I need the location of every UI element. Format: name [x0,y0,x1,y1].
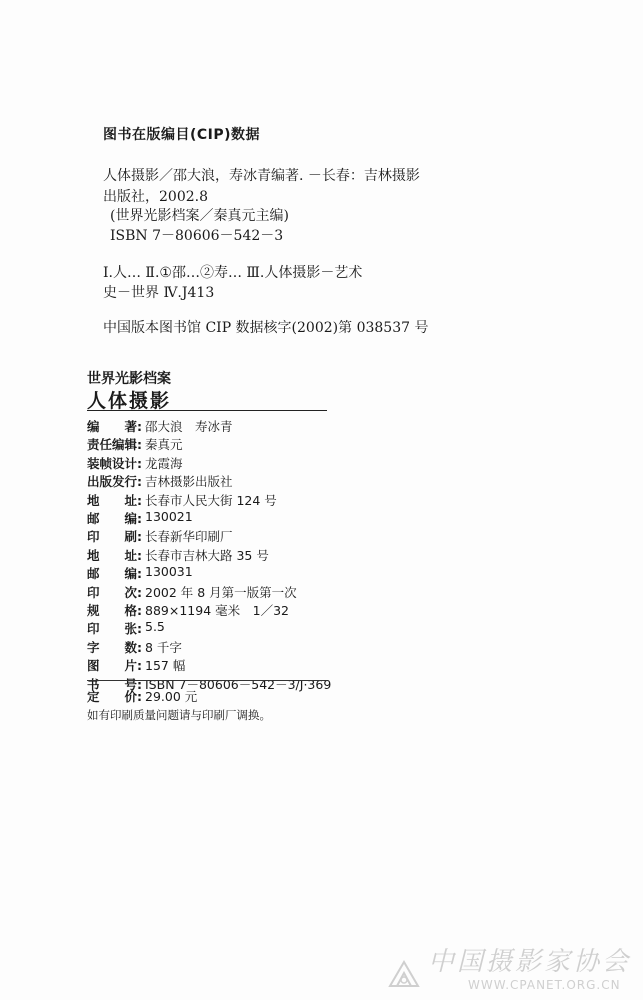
imprint-row [87,564,193,582]
imprint-label: 图 片: [87,658,142,674]
cip-line: 中国版本图书馆 CIP 数据核字(2002)第 038537 号 [103,320,429,336]
cip-line: (世界光影档案／秦真元主编) [110,208,289,224]
cip-line: 出版社，2002.8 [103,189,208,205]
imprint-label: 印 刷: [87,529,142,545]
title-rule [87,410,327,411]
imprint-label: 邮 编: [87,511,142,526]
imprint-row [87,417,233,435]
price-row [87,687,197,705]
cip-heading: 图书在版编目(CIP)数据 [103,127,261,143]
imprint-row [87,656,185,674]
imprint-row [87,619,165,637]
imprint-row [87,601,289,619]
imprint-row [87,454,183,472]
imprint-row [87,583,297,601]
imprint-label: 印 次: [87,584,142,600]
imprint-label: 地 址: [87,492,142,508]
imprint-value: 长春市吉林大路 35 号 [145,547,269,563]
imprint-row [87,527,233,545]
imprint-value: 2002 年 8 月第一版第一次 [145,584,297,600]
watermark [386,941,631,992]
price-value: 29.00 元 [145,689,198,704]
imprint-value: 130031 [145,564,193,580]
cip-line: ISBN 7－80606－542－3 [110,228,284,244]
imprint-value: 8 千字 [145,639,182,655]
imprint-value: 邵大浪 寿冰青 [145,419,233,434]
imprint-label: 地 址: [87,547,142,563]
imprint-row [87,638,182,656]
imprint-label: 责任编辑: [87,437,142,453]
imprint-value: ISBN 7－80606－542－3/J·369 [145,676,332,692]
price-rule [87,680,327,681]
cip-line: 人体摄影／邵大浪，寿冰青编著. －长春：吉林摄影 [103,168,420,184]
imprint-value: 长春市人民大街 124 号 [145,492,277,508]
imprint-label: 定 价: [87,689,142,704]
cpa-logo-icon [386,956,422,992]
watermark-url: WWW.CPANET.ORG.CN [467,978,621,992]
imprint-label: 书 号: [87,676,142,692]
imprint-label: 印 张: [87,621,142,637]
imprint-row [87,509,193,527]
imprint-value: 秦真元 [145,437,183,453]
series-name: 世界光影档案 [87,371,171,387]
imprint-row [87,546,269,564]
imprint-value: 889×1194 毫米 1／32 [145,603,289,618]
imprint-value: 吉林摄影出版社 [145,474,233,490]
imprint-label: 邮 编: [87,566,142,582]
imprint-value: 130021 [145,509,193,524]
imprint-label: 装帧设计: [87,455,142,471]
imprint-row [87,472,233,490]
cip-line: Ⅰ.人… Ⅱ.①邵…②寿… Ⅲ.人体摄影－艺术 [103,265,363,281]
watermark-cn: 中国摄影家协会 [427,947,631,977]
imprint-row [87,435,183,453]
imprint-label: 出版发行: [87,474,142,490]
imprint-label: 规 格: [87,603,142,618]
imprint-row [87,491,277,509]
book-title: 人体摄影 [87,390,172,412]
cip-line: 史－世界 Ⅳ.J413 [103,285,215,301]
imprint-label: 字 数: [87,639,142,655]
footnote: 如有印刷质量问题请与印刷厂调换。 [87,708,271,722]
imprint-label: 编 著: [87,419,142,434]
imprint-value: 157 幅 [145,658,186,674]
imprint-value: 5.5 [145,619,165,635]
imprint-value: 长春新华印刷厂 [145,529,233,545]
imprint-value: 龙霞海 [145,455,183,471]
